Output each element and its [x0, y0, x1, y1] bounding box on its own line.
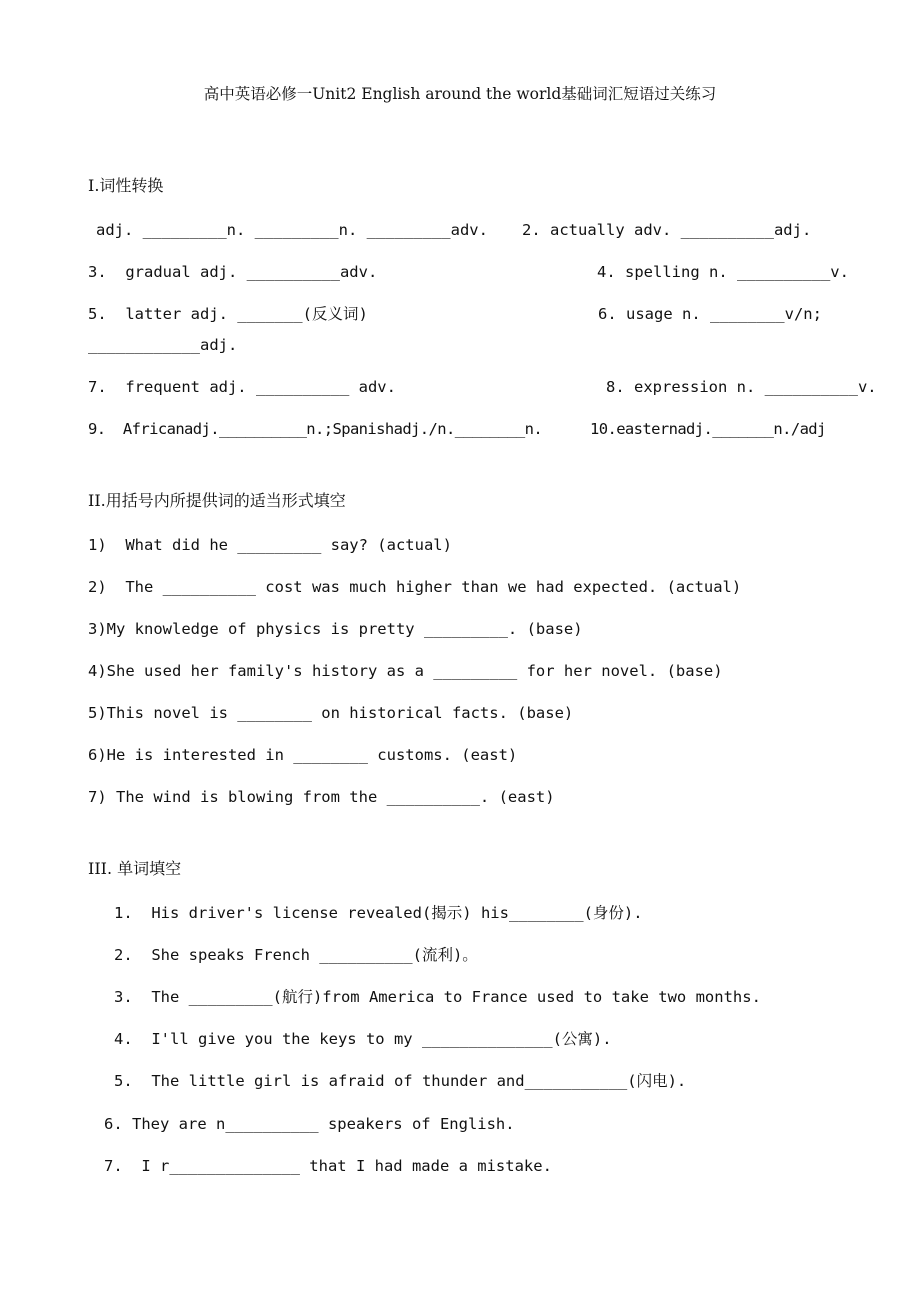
s3-item-1: 1. His driver's license revealed(揭示) his________(身份).: [114, 904, 643, 922]
s2-item-2: 2) The __________ cost was much higher than we had expected. (actual): [88, 578, 742, 596]
s2-item-7: 7) The wind is blowing from the __________. (east): [88, 788, 555, 806]
s1-line-4-right: 8. expression n. __________v.: [606, 378, 877, 396]
s1-line-2-right: 4. spelling n. __________v.: [597, 263, 849, 281]
s3-item-7: 7. I r______________ that I had made a mistake.: [104, 1157, 552, 1175]
s3-item-2: 2. She speaks French __________(流利)。: [114, 946, 478, 964]
s1-line-1-left: adj. _________n. _________n. _________adv.: [96, 221, 488, 239]
s1-line-3-continuation: ____________adj.: [88, 336, 238, 354]
s2-item-3: 3)My knowledge of physics is pretty _________. (base): [88, 620, 583, 638]
s3-item-3: 3. The _________(航行)from America to France used to take two months.: [114, 988, 761, 1006]
s3-item-5: 5. The little girl is afraid of thunder and___________(闪电).: [114, 1072, 687, 1090]
s1-line-4-left: 7. frequent adj. __________ adv.: [88, 378, 396, 396]
s3-item-6: 6. They are n__________ speakers of English.: [104, 1115, 515, 1133]
page-title: 高中英语必修一Unit2 English around the world基础词汇短语过关练习: [203, 85, 717, 103]
s1-line-3-left: 5. latter adj. _______(反义词): [88, 305, 368, 323]
s2-item-4: 4)She used her family's history as a _________ for her novel. (base): [88, 662, 723, 680]
section-3-heading: III. 单词填空: [88, 859, 182, 878]
section-1-heading: I.词性转换: [88, 176, 164, 195]
s3-item-4: 4. I'll give you the keys to my ______________(公寓).: [114, 1030, 612, 1048]
s1-line-2-left: 3. gradual adj. __________adv.: [88, 263, 378, 281]
s2-item-1: 1) What did he _________ say? (actual): [88, 536, 452, 554]
s1-line-5-right: 10.easternadj._______n./adj: [590, 420, 826, 438]
s1-line-1-right: 2. actually adv. __________adj.: [522, 221, 812, 239]
section-2-heading: II.用括号内所提供词的适当形式填空: [88, 491, 346, 510]
s2-item-6: 6)He is interested in ________ customs. (east): [88, 746, 518, 764]
s1-line-5-left: 9. Africanadj.__________n.;Spanishadj./n.________n.: [88, 420, 543, 438]
s1-line-3-right: 6. usage n. ________v/n;: [598, 305, 822, 323]
s2-item-5: 5)This novel is ________ on historical facts. (base): [88, 704, 574, 722]
